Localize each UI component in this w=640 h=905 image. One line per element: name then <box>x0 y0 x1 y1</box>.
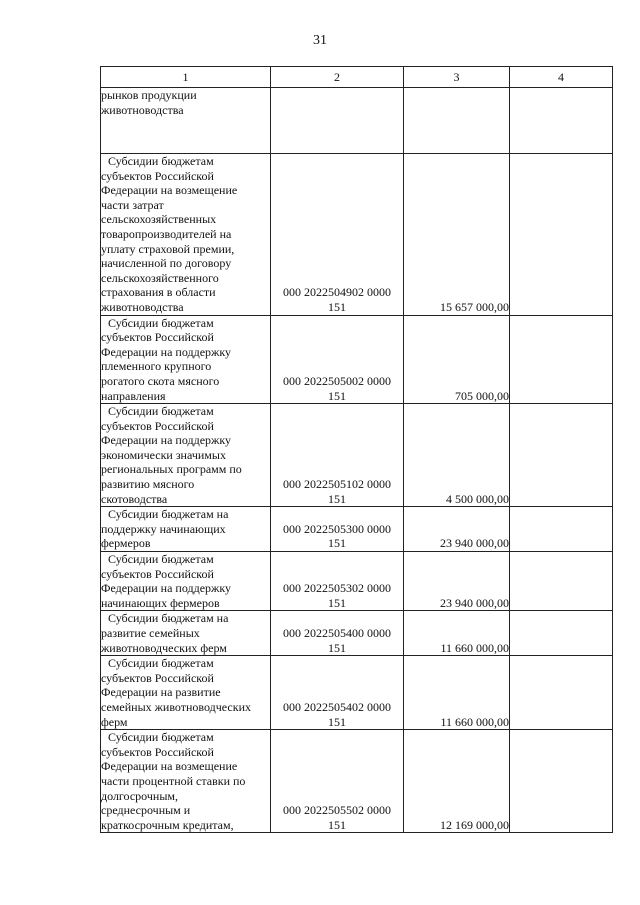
row-name-line: субъектов Российской <box>101 418 214 433</box>
row-code-line: 151 <box>328 595 346 610</box>
header-col-3: 3 <box>404 67 510 88</box>
row-amount-cell: 23 940 000,00 <box>404 552 510 611</box>
row-code-cell <box>271 88 404 154</box>
row-name-cell <box>101 656 271 730</box>
table-row <box>101 404 613 507</box>
row-col4-cell <box>510 154 613 316</box>
row-name-line: начинающих фермеров <box>101 595 220 610</box>
table-row <box>101 88 613 154</box>
row-name-cell <box>101 507 271 552</box>
row-name-line: субъектов Российской <box>101 670 214 685</box>
row-name-line: субъектов Российской <box>101 566 214 581</box>
row-name-cell <box>101 611 271 656</box>
row-name-line: Федерации на поддержку <box>101 433 231 448</box>
row-name-line: Федерации на поддержку <box>101 581 231 596</box>
row-name-line: поддержку начинающих <box>101 521 226 536</box>
row-code-line: 151 <box>328 536 346 551</box>
row-code-cell <box>271 656 404 730</box>
row-code-line: 151 <box>328 299 346 314</box>
row-name-line: животноводства <box>101 299 184 314</box>
row-name-line: Субсидии бюджетам <box>108 656 214 671</box>
table-row <box>101 507 613 552</box>
row-name-line: племенного крупного <box>101 359 212 374</box>
row-code-line: 151 <box>328 388 346 403</box>
row-name-line: сельскохозяйственного <box>101 270 219 285</box>
row-name-line: развитию мясного <box>101 477 195 492</box>
row-name-line: среднесрочным и <box>101 803 191 818</box>
row-name-line: долгосрочным, <box>101 788 178 803</box>
table-row <box>101 656 613 730</box>
row-col4-cell <box>510 88 613 154</box>
row-amount-cell <box>404 88 510 154</box>
row-name-cell <box>101 154 271 316</box>
row-name-line: Субсидии бюджетам <box>108 154 214 168</box>
row-col4-cell <box>510 404 613 507</box>
row-code-line: 000 2022505402 0000 <box>283 699 391 714</box>
row-name-line: Федерации на развитие <box>101 685 221 700</box>
row-col4-cell <box>510 611 613 656</box>
row-name-line: Субсидии бюджетам на <box>108 611 229 626</box>
row-name-cell <box>101 315 271 404</box>
row-code-line: 000 2022505102 0000 <box>283 477 391 492</box>
row-name-line: страхования в области <box>101 285 216 300</box>
row-name-line: Субсидии бюджетам <box>108 315 214 330</box>
row-code-line: 000 2022505002 0000 <box>283 373 391 388</box>
row-code-line: 151 <box>328 640 346 655</box>
row-name-line: животноводческих ферм <box>101 640 227 655</box>
row-name-line: сельскохозяйственных <box>101 212 217 227</box>
row-name-line: Федерации на возмещение <box>101 759 238 774</box>
row-name-line: уплату страховой премии, <box>101 241 235 256</box>
row-name-line: Субсидии бюджетам <box>108 404 214 419</box>
row-name-line: Субсидии бюджетам <box>108 730 214 745</box>
row-name-line: развитие семейных <box>101 626 200 640</box>
header-col-4: 4 <box>510 67 613 88</box>
table-row <box>101 730 613 833</box>
row-amount-cell: 11 660 000,00 <box>404 656 510 730</box>
row-name-line: региональных программ по <box>101 462 242 477</box>
row-name-cell <box>101 404 271 507</box>
row-name-cell <box>101 552 271 611</box>
table-row <box>101 315 613 404</box>
row-code-cell <box>271 611 404 656</box>
row-name-line: ферм <box>101 714 128 729</box>
row-col4-cell <box>510 552 613 611</box>
row-name-line: субъектов Российской <box>101 330 214 345</box>
row-code-line: 000 2022504902 0000 <box>283 285 391 300</box>
row-code-cell <box>271 507 404 552</box>
row-code-cell <box>271 404 404 507</box>
row-name-line: Субсидии бюджетам <box>108 552 214 567</box>
row-name-line: Федерации на возмещение <box>101 183 238 198</box>
row-name-line: скотоводства <box>101 491 168 506</box>
row-code-line: 151 <box>328 817 346 832</box>
row-col4-cell <box>510 730 613 833</box>
row-name-cell <box>101 88 271 154</box>
row-name-line: краткосрочным кредитам, <box>101 817 234 832</box>
row-name-line: Федерации на поддержку <box>101 344 231 359</box>
table-row <box>101 611 613 656</box>
row-name-line: субъектов Российской <box>101 744 214 759</box>
row-amount-cell: 12 169 000,00 <box>404 730 510 833</box>
row-amount-cell: 15 657 000,00 <box>404 154 510 316</box>
row-col4-cell <box>510 656 613 730</box>
row-code-line: 151 <box>328 714 346 729</box>
row-code-line: 000 2022505302 0000 <box>283 581 391 596</box>
header-col-2: 2 <box>271 67 404 88</box>
row-name-line: товаропроизводителей на <box>101 226 232 241</box>
row-code-line: 000 2022505300 0000 <box>283 521 391 536</box>
row-col4-cell <box>510 315 613 404</box>
row-name-line: направления <box>101 388 166 403</box>
row-name-line: животноводства <box>101 102 184 117</box>
row-code-cell <box>271 154 404 316</box>
row-name-cell <box>101 730 271 833</box>
budget-table <box>100 66 613 833</box>
row-name-line: семейных животноводческих <box>101 699 252 714</box>
row-name-line: части процентной ставки по <box>101 773 246 788</box>
row-code-cell <box>271 315 404 404</box>
row-name-line: рогатого скота мясного <box>101 373 220 388</box>
row-code-line: 151 <box>328 491 346 506</box>
table-row <box>101 154 613 316</box>
table-header-row <box>101 67 613 88</box>
row-name-line: рынков продукции <box>101 88 197 102</box>
row-amount-cell: 705 000,00 <box>404 315 510 404</box>
row-name-line: части затрат <box>101 197 164 212</box>
row-code-cell <box>271 552 404 611</box>
row-col4-cell <box>510 507 613 552</box>
row-code-cell <box>271 730 404 833</box>
page-number: 31 <box>313 33 327 48</box>
row-name-line: фермеров <box>101 536 151 551</box>
row-name-line: Субсидии бюджетам на <box>108 507 229 522</box>
row-amount-cell: 23 940 000,00 <box>404 507 510 552</box>
row-name-line: субъектов Российской <box>101 168 214 183</box>
row-code-line: 000 2022505400 0000 <box>283 626 391 640</box>
row-code-line: 000 2022505502 0000 <box>283 803 391 818</box>
row-amount-cell: 4 500 000,00 <box>404 404 510 507</box>
table-row <box>101 552 613 611</box>
row-name-line: экономически значимых <box>101 447 226 462</box>
row-amount-cell: 11 660 000,00 <box>404 611 510 656</box>
header-col-1: 1 <box>101 67 271 88</box>
row-name-line: начисленной по договору <box>101 256 232 271</box>
